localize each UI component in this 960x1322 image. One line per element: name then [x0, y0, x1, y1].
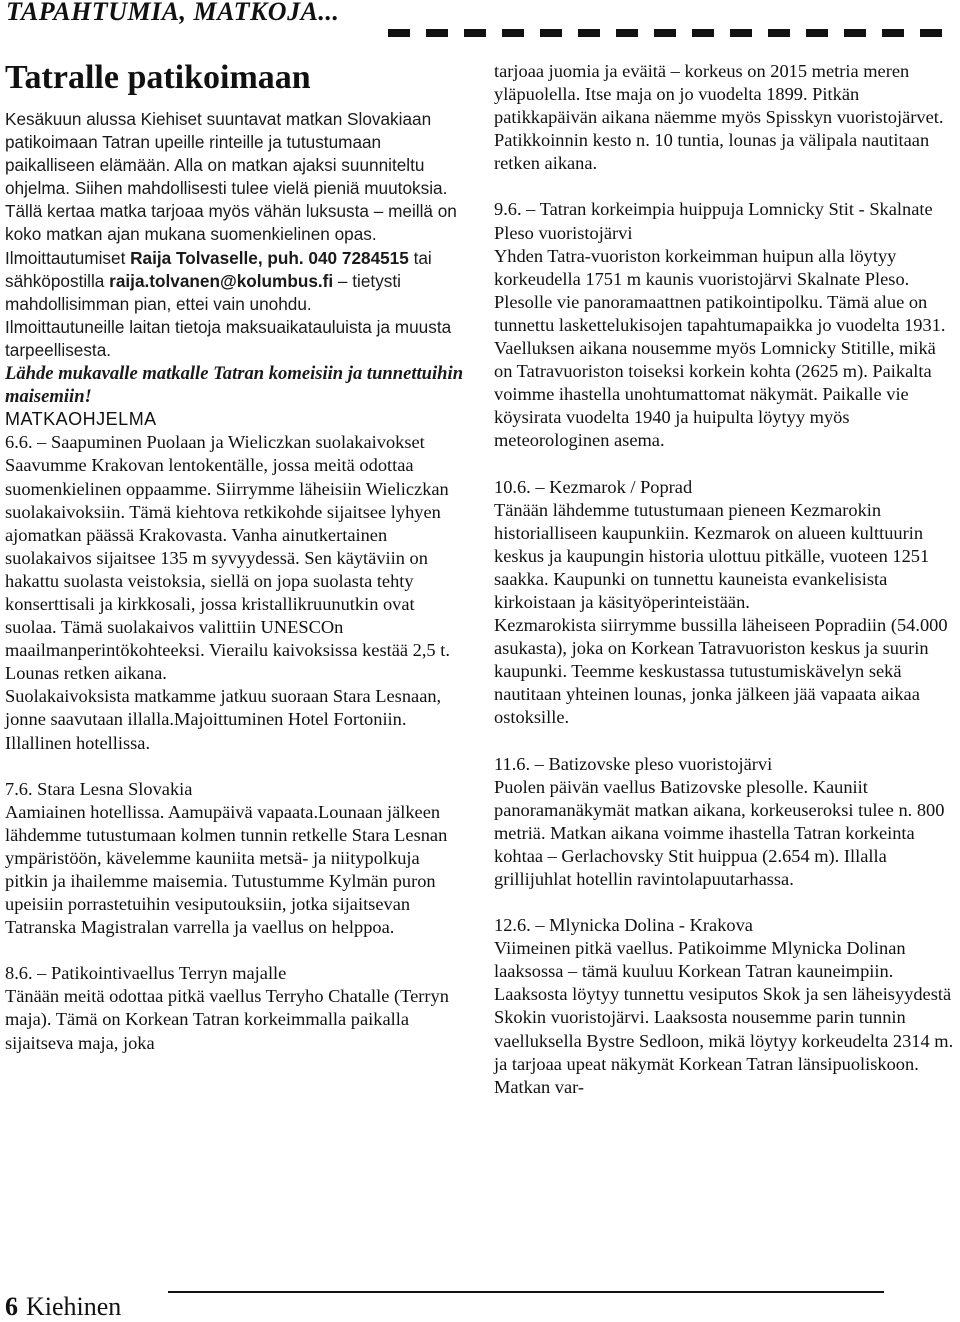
day-spacer — [494, 175, 956, 198]
day-heading: 12.6. – Mlynicka Dolina - Krakova — [494, 915, 753, 936]
day-heading: 6.6. – Saapuminen Puolaan ja Wieliczkan suolakaivokset — [5, 432, 425, 453]
intro-paragraph: Tällä kertaa matka tarjoaa myös vähän luksusta – meillä on koko matkan ajan mukana suomenkielinen opas. — [5, 201, 457, 245]
day-paragraph: Kezmarokista siirrymme bussilla läheiseen Popradiin (54.000 asukasta), joka on Korkean Tatravuoriston keskus ja suurin kaupunki. Teemme keskustassa tutustumiskävelyn sekä nautitaan yhteinen lounas, jonka jälkeen jää vapaata aikaa ostoksille. — [494, 615, 948, 728]
publication-name: Kiehinen — [26, 1292, 122, 1321]
day-spacer — [494, 891, 956, 914]
day-spacer — [494, 453, 956, 476]
section-title: TAPAHTUMIA, MATKOJA... — [6, 0, 340, 26]
right-program-days — [494, 175, 956, 1098]
day-heading: 9.6. – Tatran korkeimpia huippuja Lomnicky Stit - Skalnate Pleso vuoristojärvi — [494, 199, 933, 243]
footer-rule — [168, 1291, 884, 1293]
left-column — [5, 58, 467, 1055]
day-heading: 10.6. – Kezmarok / Poprad — [494, 476, 693, 497]
day-heading: 11.6. – Batizovske pleso vuoristojärvi — [494, 753, 773, 774]
contact-paragraph: Ilmoittautumiset Raija Tolvaselle, puh. 040 7284515 tai sähköpostilla raija.tolvanen@kolumbus.fi – tietysti mahdollisimman pian, ettei vain unohdu. — [5, 247, 432, 314]
program-heading: MATKAOHJELMA — [5, 409, 157, 430]
article-intro — [5, 108, 467, 408]
page-number: 6 — [5, 1292, 18, 1321]
day-spacer — [5, 939, 467, 962]
intro-paragraph: Kesäkuun alussa Kiehiset suuntavat matkan Slovakiaan patikoimaan Tatran upeille rinteille ja tutustumaan paikalliseen elämään. Alla on matkan ajaksi suunniteltu ohjelma. Siihen mahdollisesti tulee vielä pieniä muutoksia. — [5, 109, 448, 199]
day-paragraph: Aamiainen hotellissa. Aamupäivä vapaata.Lounaan jälkeen lähdemme tutustumaan kolmen tunnin retkelle Stara Lesnan ympäristöön, kävelemme kauniita metsä- ja niitypolkuja pitkin ja ihailemme maisemia. Tutustumme Kylmän puron upeisiin porrastetuihin vesiputouksiin, jotka sijaitsevan Tatranska Magistralan varrella ja vaellus on helppoa. — [5, 801, 448, 938]
day-paragraph: Tänään lähdemme tutustumaan pieneen Kezmarokin historialliseen kaupunkiin. Kezmarok on alueen kulttuurin keskus ja kaupungin historia ulottuu pitkälle, vuoteen 1251 saakka. Kaupunki on tunnettu kauneista evankelisista kirkoistaan ja käsityöperinteistään. — [494, 499, 930, 612]
day-paragraph: Suolakaivoksista matkamme jatkuu suoraan Stara Lesnaan, jonne saavutaan illalla.Majoittuminen Hotel Fortoniin. Illallinen hotellissa. — [5, 686, 442, 753]
header-dash-rule — [388, 29, 960, 37]
day-paragraph: Saavumme Krakovan lentokentälle, jossa meitä odottaa suomenkielinen oppaamme. Siirrymme läheisiin Wieliczkan suolakaivoksiin. Tämä kiehtova retkikohde sijaitsee lyhyen ajomatkan päässä Krakovasta. Vanha ainutkertainen suolakaivos sijaitsee 135 m syvyydessä. Sen käytäviin on hakattu suolasta veistoksia, siellä on jopa suolasta tehty konserttisali ja kirkkosali, jossa kristallikruunutkin ovat suolaa. Tämä suolakaivos valittiin UNESCOn maailmanperintökohteeksi. Vierailu kaivoksissa kestää 2,5 t. Lounas retken aikana. — [5, 455, 450, 684]
left-program-days — [5, 431, 467, 1054]
day-paragraph: Viimeinen pitkä vaellus. Patikoimme Mlynicka Dolinan laaksossa – tämä kuuluu Korkean Tatran kauneimpiin. Laaksosta löytyy tunnettu vesiputos Skok ja sen läheisyydestä Skokin vuoristojärvi. Laaksosta nousemme parin tunnin vaelluksella Bystre Sedloon, mikä löytyy korkeudelta 2314 m. ja tarjoaa upeat näkymät Korkean Tatran länsipuoliskoon. Matkan var- — [494, 938, 954, 1097]
contact-name: Raija Tolvaselle, puh. 040 7284515 — [130, 247, 409, 268]
section-header — [4, 0, 960, 38]
contact-note: Ilmoittautuneille laitan tietoja maksuaikatauluista ja muusta tarpeellisesta. — [5, 316, 452, 360]
article-title: Tatralle patikoimaan — [5, 59, 311, 96]
day-spacer — [5, 755, 467, 778]
day-heading: 7.6. Stara Lesna Slovakia — [5, 778, 193, 799]
continuation-text: tarjoaa juomia ja eväitä – korkeus on 2015 metria meren yläpuolella. Itse maja on jo vuodelta 1899. Pitkän patikkapäivän aikana näemme myös Spisskyn vuoristojärvet. Patikkoinnin kesto n. 10 tuntia, lounas ja välipala nautitaan retken aikana. — [494, 61, 944, 174]
day-paragraph: Puolen päivän vaellus Batizovske plesolle. Kauniit panoramanäkymät matkan aikana, korkeuseroksi tulee n. 800 metriä. Matkan aikana voimme ihastella Tatran korkeinta kohtaa – Gerlachovsky Stit huippua (2.654 m). Illalla grillijuhlat hotellin ravintolapuutarhassa. — [494, 776, 945, 889]
day-spacer — [494, 730, 956, 753]
page-footer — [5, 1292, 121, 1322]
right-column — [494, 60, 956, 1099]
contact-email: raija.tolvanen@kolumbus.fi — [109, 270, 334, 291]
closing-line: Lähde mukavalle matkalle Tatran komeisiin ja tunnettuihin maisemiin! — [5, 363, 464, 408]
day-heading: 8.6. – Patikointivaellus Terryn majalle — [5, 963, 287, 984]
day-paragraph: Tänään meitä odottaa pitkä vaellus Terryho Chatalle (Terryn maja). Tämä on Korkean Tatran korkeimmalla paikalla sijaitseva maja, joka — [5, 986, 449, 1053]
day-paragraph: Yhden Tatra-vuoriston korkeimman huipun alla löytyy korkeudella 1751 m kaunis vuoristojärvi Skalnate Pleso. Plesolle vie panoramaattnen patikointipolku. Tämä alue on tunnettu laskettelukisojen tapahtumapaikka jo vuodelta 1931. Vaelluksen aikana nousemme myös Lomnicky Stitille, mikä on Tatravuoriston toiseksi korkein kohta (2625 m). Paikalta voimme ihastella unohtumattomat näkymät. Paikalle vie köysirata vuodelta 1940 ja huipulta löytyy myös meteorologinen asema. — [494, 245, 946, 451]
